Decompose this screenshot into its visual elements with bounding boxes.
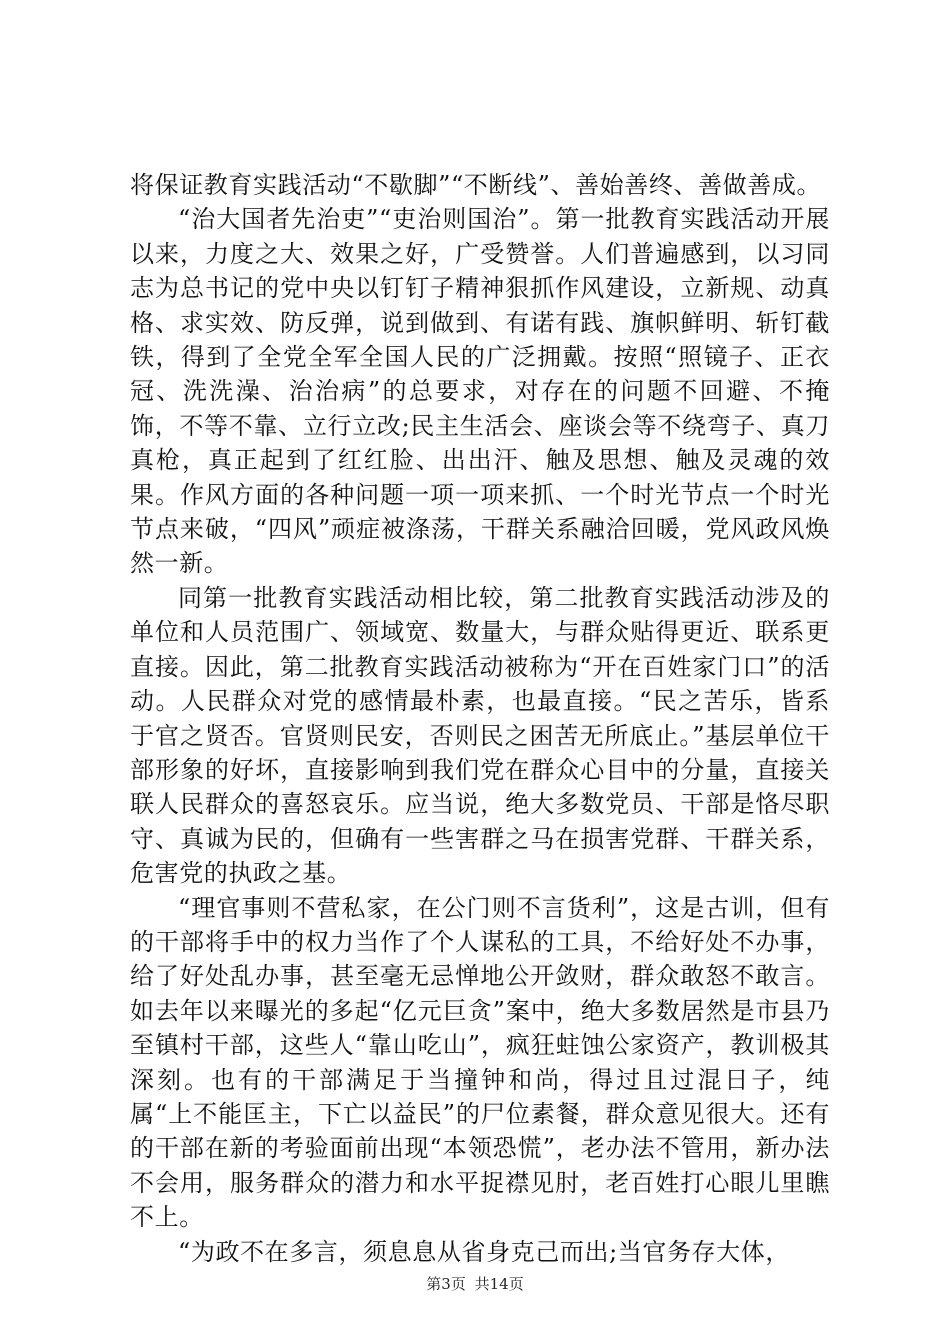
paragraph: “理官事则不营私家，在公门则不言货利”，这是古训，但有的干部将手中的权力当作了个人谋私的工具，不给好处不办事，给了好处乱办事，甚至毫无忌惮地公开敛财，群众敢怒不敢言。如去年以来曝光的多起“亿元巨贪”案中，绝大多数居然是市县乃至镇村干部，这些人“靠山吃山”，疯狂蛀蚀公家资产，教训极其深刻。也有的干部满足于当撞钟和尚，得过且过混日子，纯属“上不能匡主，下亡以益民”的尸位素餐，群众意见很大。还有的干部在新的考验面前出现“本领恐慌”，老办法不管用，新办法不会用，服务群众的潜力和水平捉襟见肘，老百姓打心眼儿里瞧不上。 [130, 893, 830, 1232]
page-footer [0, 1273, 950, 1294]
paragraph: 同第一批教育实践活动相比较，第二批教育实践活动涉及的单位和人员范围广、领域宽、数量大，与群众贴得更近、联系更直接。因此，第二批教育实践活动被称为“开在百姓家门口”的活动。人民群众对党的感情最朴素，也最直接。“民之苦乐，皆系于官之贤否。官贤则民安，否则民之困苦无所底止。”基层单位干部形象的好坏，直接影响到我们党在群众心目中的分量，直接关联人民群众的喜怒哀乐。应当说，绝大多数党员、干部是恪尽职守、真诚为民的，但确有一些害群之马在损害党群、干群关系，危害党的执政之基。 [130, 583, 830, 888]
document-body [130, 168, 830, 1269]
paragraph-continued: 将保证教育实践活动“不歇脚”“不断线”、善始善终、善做善成。 [130, 171, 822, 199]
paragraph: “治大国者先治吏”“吏治则国治”。第一批教育实践活动开展以来，力度之大、效果之好，广受赞誉。人们普遍感到，以习同志为总书记的党中央以钉钉子精神狠抓作风建设，立新规、动真格、求实效、防反弹，说到做到、有诺有践、旗帜鲜明、斩钉截铁，得到了全党全军全国人民的广泛拥戴。按照“照镜子、正衣冠、洗洗澡、治治病”的总要求，对存在的问题不回避、不掩饰，不等不靠、立行立改;民主生活会、座谈会等不绕弯子、真刀真枪，真正起到了红红脸、出出汗、触及思想、触及灵魂的效果。作风方面的各种问题一项一项来抓、一个时光节点一个时光节点来破，“四风”顽症被涤荡，干群关系融洽回暖，党风政风焕然一新。 [130, 205, 830, 578]
page-total: 共14页 [474, 1275, 524, 1293]
paragraph: “为政不在多言，须息息从省身克己而出;当官务存大体， [178, 1237, 790, 1266]
page-number: 第3页 [426, 1275, 466, 1293]
